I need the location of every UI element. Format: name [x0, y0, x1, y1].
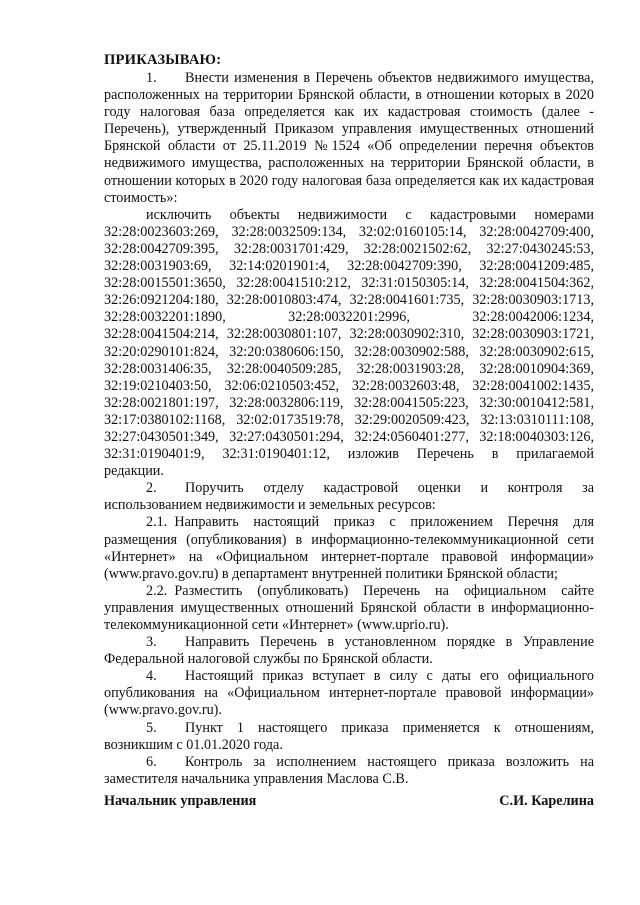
paragraph-2: 2. Поручить отделу кадастровой оценки и контроля за использованием недвижимости и земельных ресурсов:	[104, 480, 594, 514]
order-body	[104, 70, 594, 788]
paragraph-1: 1. Внести изменения в Перечень объектов недвижимого имущества, расположенных на территории Брянской области, в отношении которых в 2020 году налоговая база определяется как их кадастровая стоимость (далее - Перечень), утвержденный Приказом управления имущественных отношений Брянской области от 25.11.2019 №1524 «Об определении перечня объектов недвижимого имущества, расположенных на территории Брянской области, в отношении которых в 2020 году налоговая база определяется как их кадастровая стоимость»:	[104, 70, 594, 206]
paragraph-6: 6. Контроль за исполнением настоящего приказа возложить на заместителя начальника управления Маслова С.В.	[104, 753, 594, 787]
order-heading: ПРИКАЗЫВАЮ:	[104, 52, 222, 68]
paragraph-3: 3. Направить Перечень в установленном порядке в Управление Федеральной налоговой службы по Брянской области.	[104, 634, 594, 668]
paragraph-2-2: 2.2. Разместить (опубликовать) Перечень на официальном сайте управления имущественных отношений Брянской области в информационно-телекоммуникационной сети «Интернет» (www.uprio.ru).	[104, 582, 594, 633]
cadastral-numbers-list: 32:28:0023603:269, 32:28:0032509:134, 32:02:0160105:14, 32:28:0042709:400, 32:28:0042709:395, 32:28:0031701:429, 32:28:0021502:62, 32:27:0430245:53, 32:28:0031903:69, 32:14:0201901:4, 32:28:0042709:390, 32:28:0041209:485, 32:28:0015501:3650, 32:28:0041510:212, 32:31:0150305:14, 32:28:0041504:362, 32:26:0921204:180, 32:28:0010803:474, 32:28:0041601:735, 32:28:0030903:1713, 32:28:0032201:1890, 32:28:0032201:2996, 32:28:0042006:1234, 32:28:0041504:214, 32:28:0030801:107, 32:28:0030902:310, 32:28:0030903:1721, 32:20:0290101:824, 32:20:0380606:150, 32:28:0030902:588, 32:28:0030902:615, 32:28:0031406:35, 32:28:0040509:285, 32:28:0031903:28, 32:28:0010904:369, 32:19:0210403:50, 32:06:0210503:452, 32:28:0032603:48, 32:28:0041002:1435, 32:28:0021801:197, 32:28:0032806:119, 32:28:0041505:223, 32:30:0010412:581, 32:17:0380102:1168, 32:02:0173519:78, 32:29:0020509:423, 32:13:0310111:108, 32:27:0430501:349, 32:27:0430501:294, 32:24:0560401:277, 32:18:0040303:126, 32:31:0190401:9, 32:31:0190401:12, изложив Перечень в прилагаемой редакции.	[104, 223, 594, 480]
signature-title: Начальник управления	[104, 793, 257, 809]
signature-block	[104, 793, 594, 810]
paragraph-4: 4. Настоящий приказ вступает в силу с даты его официального опубликования на «Официальном интернет-портале правовой информации» (www.pravo.gov.ru).	[104, 668, 594, 719]
paragraph-2-1: 2.1. Направить настоящий приказ с приложением Перечня для размещения (опубликования) в информационно-телекоммуникационной сети «Интернет» на «Официальном интернет-портале правовой информации» (www.pravo.gov.ru) в департамент внутренней политики Брянской области;	[104, 514, 594, 582]
signature-name: С.И. Карелина	[499, 793, 594, 809]
paragraph-5: 5. Пункт 1 настоящего приказа применяется к отношениям, возникшим с 01.01.2020 года.	[104, 719, 594, 753]
exclude-lead: исключить объекты недвижимости с кадастровыми номерами	[146, 206, 594, 223]
